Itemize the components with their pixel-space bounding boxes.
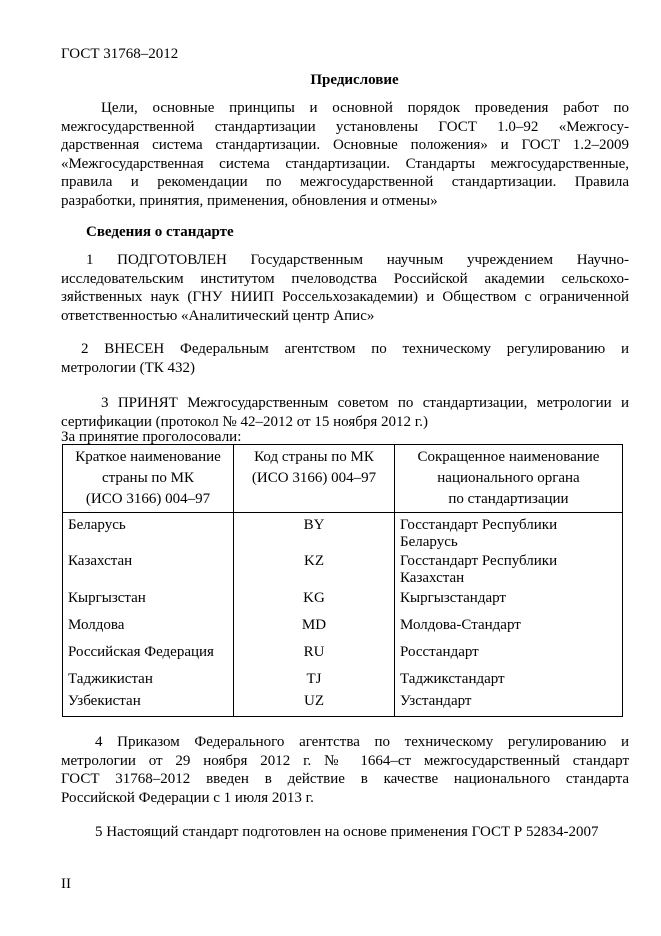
header-code xyxy=(234,445,395,513)
body-line: Госстандарт Республики xyxy=(400,553,558,569)
header-line: страны по МК xyxy=(101,470,195,486)
country-cell: Таджикистан xyxy=(63,661,234,688)
header-body xyxy=(395,445,623,513)
item-1-line: 1 ПОДГОТОВЛЕН Государственным научным учреждением Научно- xyxy=(86,252,629,268)
table-row xyxy=(63,551,623,587)
body-line: Молдова-Стандарт xyxy=(400,617,521,633)
code-cell: RU xyxy=(234,634,395,661)
table-row xyxy=(63,688,623,717)
body-cell xyxy=(395,634,623,661)
country-cell: Казахстан xyxy=(63,551,234,587)
item-1-line: ответственностью «Аналитический центр Апис» xyxy=(61,307,375,324)
foreword-line: разработки, принятия, применения, обновления и отмены» xyxy=(61,192,438,209)
item-2-paragraph xyxy=(61,340,629,377)
item-5-paragraph: 5 Настоящий стандарт подготовлен на основе применения ГОСТ Р 52834-2007 xyxy=(95,824,599,840)
item-1-line: зяйственных наук (ГНУ НИИП Россельхозакадемии) и Обществом с ограниченной xyxy=(61,289,629,305)
body-cell xyxy=(395,661,623,688)
header-line: по стандартизации xyxy=(448,491,569,507)
body-line: Таджикстандарт xyxy=(400,671,505,687)
header-line: Сокращенное наименование xyxy=(417,449,600,465)
foreword-title: Предисловие xyxy=(310,72,399,88)
header-country xyxy=(63,445,234,513)
body-line: Госстандарт Республики xyxy=(400,517,558,533)
code-cell: MD xyxy=(234,607,395,634)
item-3-line: сертификации (протокол № 42–2012 от 15 ноября 2012 г.) xyxy=(61,413,428,430)
body-line: Кыргызстандарт xyxy=(400,590,506,606)
foreword-line: дарственная система стандартизации. Основные положения» и ГОСТ 1.2–2009 xyxy=(61,137,629,153)
header-line: национального органа xyxy=(437,470,580,486)
header-line: Краткое наименование xyxy=(75,449,221,465)
body-line: Беларусь xyxy=(400,534,458,550)
header-line: Код страны по МК xyxy=(254,449,374,465)
body-cell xyxy=(395,513,623,552)
item-2-line: метрологии (ТК 432) xyxy=(61,359,196,376)
header-line: (ИСО 3166) 004–97 xyxy=(251,470,377,486)
code-cell: BY xyxy=(234,513,395,552)
body-cell xyxy=(395,607,623,634)
code-cell: KZ xyxy=(234,551,395,587)
country-cell: Молдова xyxy=(63,607,234,634)
table-row xyxy=(63,587,623,607)
table-row xyxy=(63,607,623,634)
member-states-table xyxy=(62,444,623,717)
header-line: (ИСО 3166) 004–97 xyxy=(85,491,211,507)
body-line: Росстандарт xyxy=(400,644,479,660)
item-4-paragraph xyxy=(61,733,629,807)
foreword-paragraph xyxy=(61,99,629,210)
standard-info-heading: Сведения о стандарте xyxy=(86,224,234,240)
body-line: Узстандарт xyxy=(400,693,472,709)
item-4-line: 4 Приказом Федерального агентства по техническому регулированию и xyxy=(95,734,629,750)
voted-label: За принятие проголосовали: xyxy=(61,429,242,445)
foreword-line: межгосударственной стандартизации установлены ГОСТ 1.0–92 «Межгосу- xyxy=(61,118,629,135)
code-cell: UZ xyxy=(234,688,395,717)
country-cell: Узбекистан xyxy=(63,688,234,717)
item-3-paragraph xyxy=(61,394,629,431)
country-cell: Беларусь xyxy=(63,513,234,552)
country-cell: Кыргызстан xyxy=(63,587,234,607)
item-1-paragraph xyxy=(61,251,629,325)
table-row xyxy=(63,513,623,552)
country-cell: Российская Федерация xyxy=(63,634,234,661)
body-cell xyxy=(395,688,623,717)
foreword-line: правила и рекомендации по межгосударственной стандартизации. Правила xyxy=(61,174,629,190)
document-code: ГОСТ 31768–2012 xyxy=(61,46,179,62)
item-1-line: исследовательским институтом пчеловодства Российской академии сельскохо- xyxy=(61,270,629,287)
body-line: Казахстан xyxy=(400,570,465,586)
body-cell xyxy=(395,587,623,607)
item-4-line: Российской Федерации с 1 июля 2013 г. xyxy=(61,789,314,806)
table-header-row xyxy=(63,445,623,513)
body-cell xyxy=(395,551,623,587)
page-number: II xyxy=(61,876,71,892)
code-cell: TJ xyxy=(234,661,395,688)
item-2-line: 2 ВНЕСЕН Федеральным агентством по техническому регулированию и xyxy=(81,341,629,357)
foreword-line: «Межгосударственная система стандартизации. Стандарты межгосударственные, xyxy=(61,155,629,172)
item-4-line: ГОСТ 31768–2012 введен в действие в качестве национального стандарта xyxy=(61,771,629,787)
table-row xyxy=(63,634,623,661)
table-row xyxy=(63,661,623,688)
code-cell: KG xyxy=(234,587,395,607)
item-4-line: метрологии от 29 ноября 2012 г. № 1664–ст межгосударственный стандарт xyxy=(61,752,629,769)
foreword-line: Цели, основные принципы и основной порядок проведения работ по xyxy=(101,100,629,116)
item-3-line: 3 ПРИНЯТ Межгосударственным советом по стандартизации, метрологии и xyxy=(101,395,629,411)
